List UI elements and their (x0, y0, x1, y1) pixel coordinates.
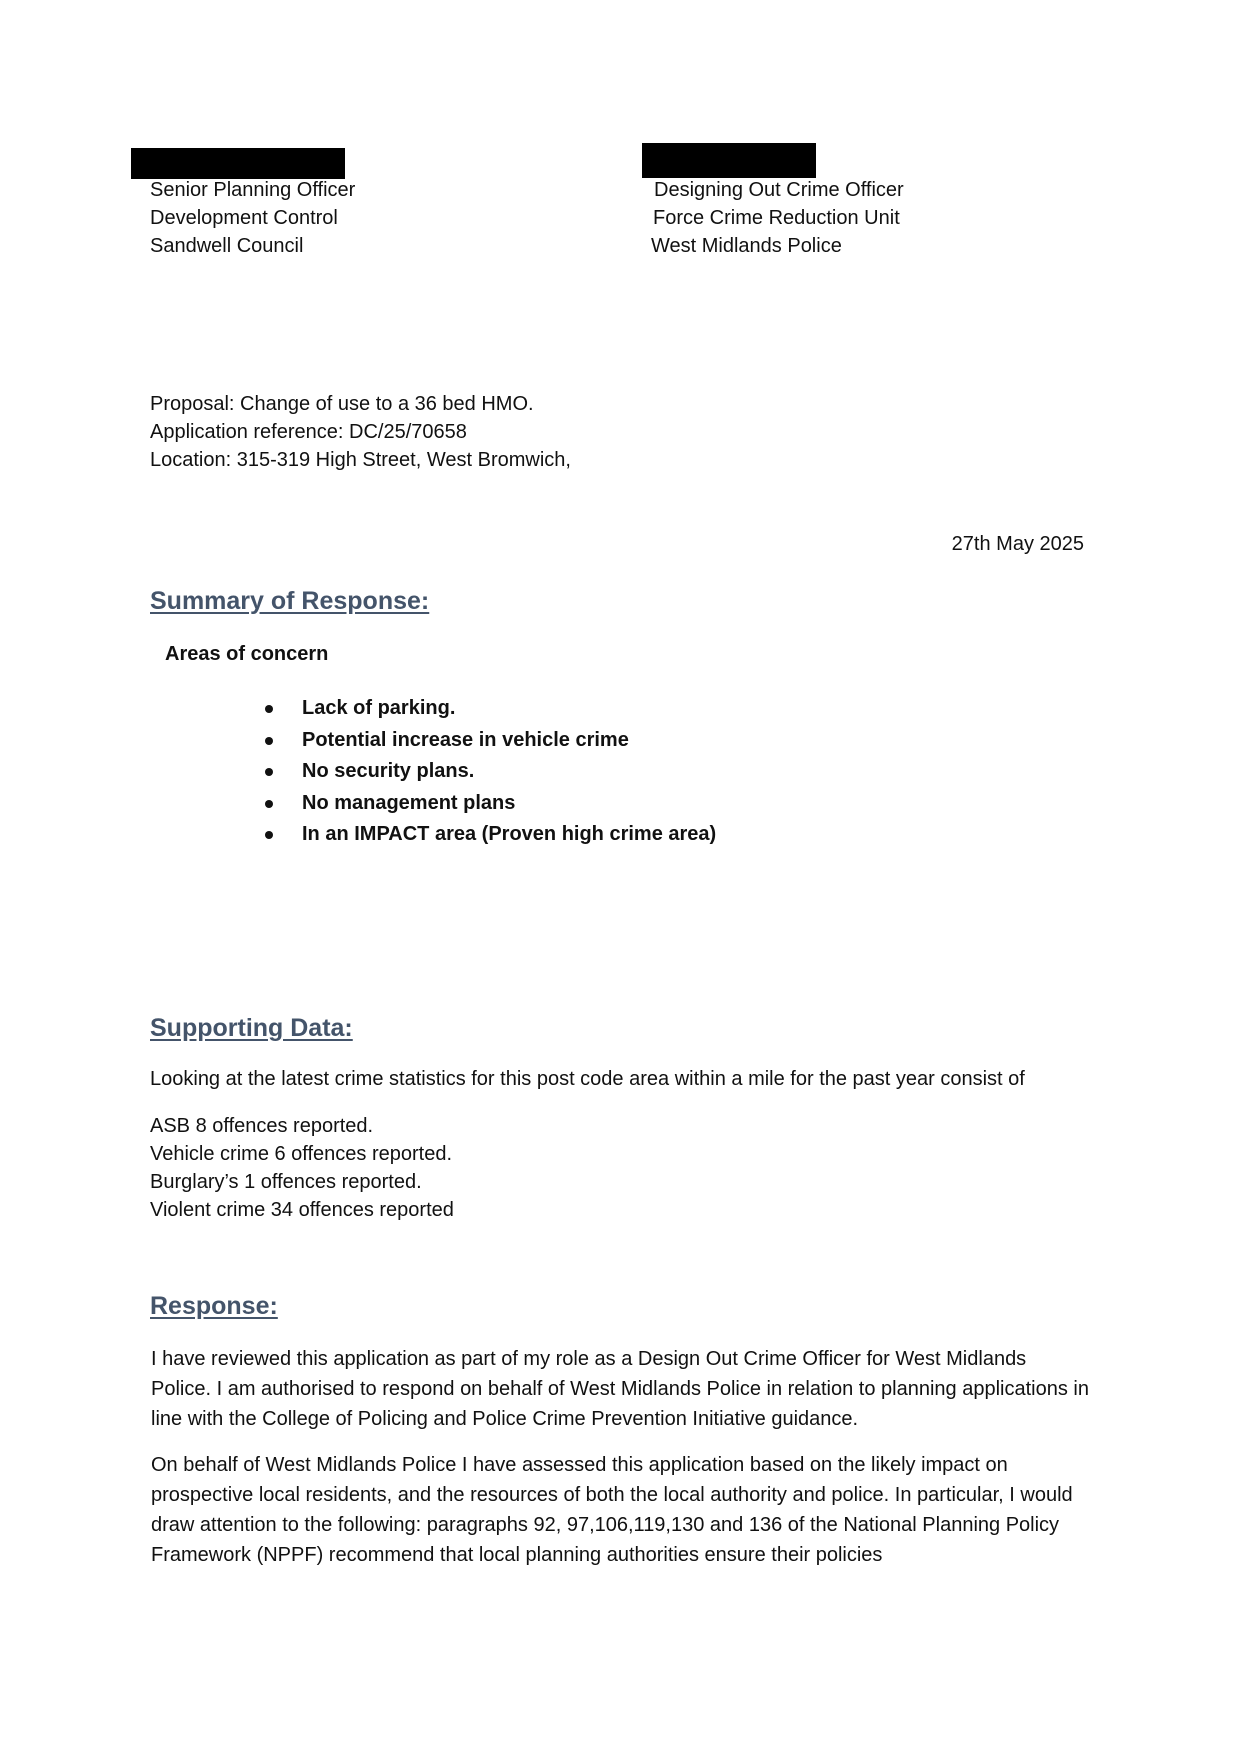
recipient-department: Development Control (150, 207, 338, 229)
sender-unit: Force Crime Reduction Unit (653, 207, 900, 229)
proposal-line: Proposal: Change of use to a 36 bed HMO. (150, 393, 534, 415)
sender-address (653, 176, 904, 260)
sender-organisation: West Midlands Police (651, 235, 842, 257)
location-line: Location: 315-319 High Street, West Bromwich, (150, 449, 571, 471)
supporting-intro: Looking at the latest crime statistics for this post code area within a mile for the past year consist of (150, 1068, 1025, 1090)
stat-violent-crime: Violent crime 34 offences reported (150, 1199, 454, 1221)
reference-line: Application reference: DC/25/70658 (150, 421, 467, 443)
recipient-title: Senior Planning Officer (150, 179, 356, 201)
stat-asb: ASB 8 offences reported. (150, 1115, 374, 1137)
response-heading: Response: (150, 1292, 278, 1320)
redacted-recipient-name (131, 148, 345, 179)
areas-of-concern-label: Areas of concern (165, 643, 329, 665)
summary-heading: Summary of Response: (150, 587, 430, 615)
stat-vehicle-crime: Vehicle crime 6 offences reported. (150, 1143, 453, 1165)
crime-statistics (150, 1112, 454, 1224)
supporting-data-heading: Supporting Data: (150, 1014, 353, 1042)
recipient-address (150, 176, 355, 260)
list-item: In an IMPACT area (Proven high crime area) (262, 819, 716, 851)
list-item: No management plans (262, 788, 716, 820)
concerns-list (262, 693, 716, 851)
list-item: No security plans. (262, 756, 716, 788)
application-details (150, 390, 571, 474)
redacted-sender-name (642, 143, 816, 178)
recipient-organisation: Sandwell Council (150, 235, 304, 257)
list-item: Lack of parking. (262, 693, 716, 725)
response-paragraph-1: I have reviewed this application as part of my role as a Design Out Crime Officer for West Midlands Police. I am authorised to respond on behalf of West Midlands Police in relation to planning applications in line with the College of Policing and Police Crime Prevention Initiative guidance. (151, 1348, 1089, 1430)
list-item: Potential increase in vehicle crime (262, 725, 716, 757)
sender-title: Designing Out Crime Officer (654, 179, 904, 201)
response-paragraph-2: On behalf of West Midlands Police I have assessed this application based on the likely impact on prospective local residents, and the resources of both the local authority and police. In particular, I would draw attention to the following: paragraphs 92, 97,106,119,130 and 136 of the National Planning Policy Framework (NPPF) recommend that local planning authorities ensure their policies (151, 1454, 1073, 1566)
stat-burglary: Burglary’s 1 offences reported. (150, 1171, 422, 1193)
letter-date: 27th May 2025 (951, 533, 1084, 555)
